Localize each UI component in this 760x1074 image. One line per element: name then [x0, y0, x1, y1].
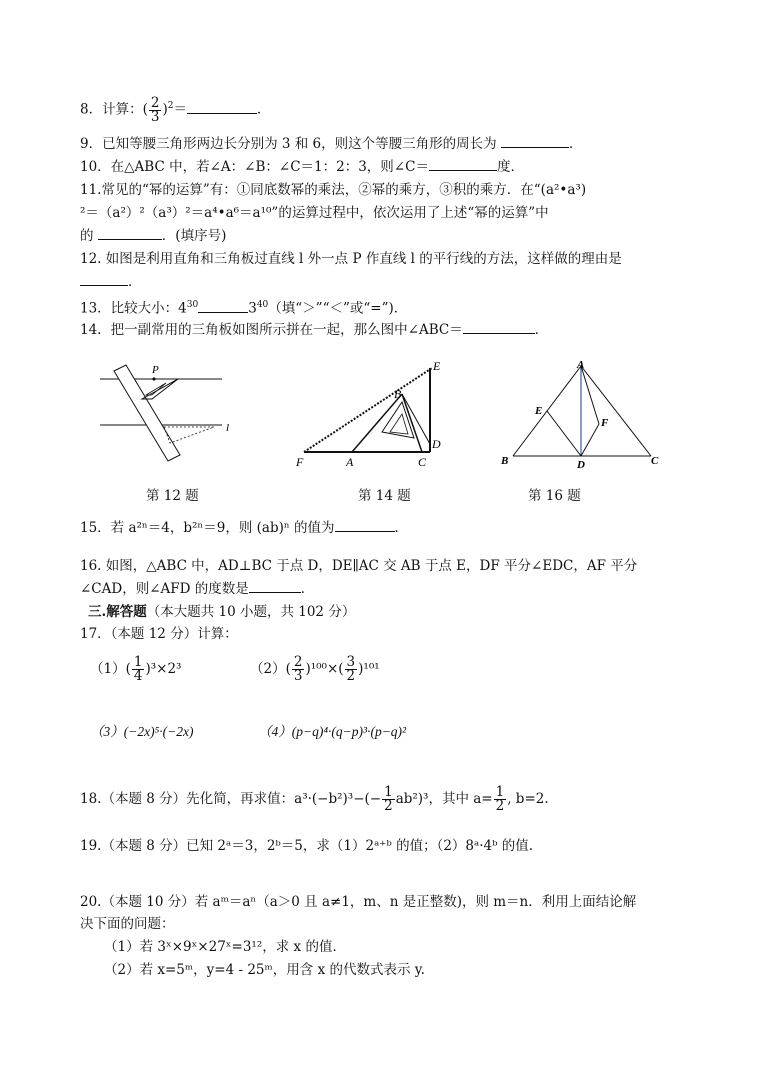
figure-16-diagram [495, 358, 665, 470]
figure-14-label-f: F [296, 455, 304, 469]
question-8: 8．计算：( $\frac{2}{3}$ )$^2$＝ ． [80, 94, 271, 125]
figure-12-diagram [100, 355, 240, 465]
question-15: 15．若 a²ⁿ＝4，b²ⁿ＝9，则 (ab)ⁿ 的值为 ． [80, 520, 408, 536]
question-17-part-3: （3）(−2x)⁵·(−2x) [90, 724, 194, 739]
question-10: 10．在△ABC 中，若∠A：∠B：∠C＝1：2：3，则∠C＝ 度． [80, 159, 524, 175]
figure-16-label-a: A [577, 359, 585, 371]
figure-16-label-d: D [577, 459, 585, 470]
question-11-line2: ²＝（a²）²（a³）²＝a⁴•a⁶＝a¹⁰”的运算过程中，依次运用了上述“幂的运算”中 [80, 205, 549, 221]
question-14: 14．把一副常用的三角板如图所示拼在一起，那么图中∠ABC＝ ． [80, 322, 549, 338]
figure-16-label-c: C [651, 455, 659, 467]
figure-16-label-f: F [601, 417, 609, 429]
answer-blank[interactable] [187, 113, 257, 114]
fraction: $\frac{1}{4}$ [133, 654, 143, 684]
figure-16-label-e: E [535, 405, 543, 417]
fraction: $\frac{3}{2}$ [346, 654, 356, 684]
figure-14-label-a: A [346, 455, 354, 469]
figure-12-label-l: l [226, 422, 230, 434]
fraction: $\frac{1}{2}$ [384, 784, 393, 814]
question-18: 18.（本题 8 分）先化简，再求值：a³·(−b²)³−(− $\frac{1}{2}$ ab²)³，其中 a= $\frac{1}{2}$ , b=2. [80, 784, 549, 814]
question-12-line1: 12. 如图是利用直角和三角板过直线 l 外一点 P 作直线 l 的平行线的方法，这样做的理由是 [80, 251, 622, 267]
figure-14-label-b: B [394, 387, 402, 401]
figure-14-label-c: C [418, 455, 427, 469]
question-20-sub-1: （1）若 3ˣ×9ˣ×27ˣ=3¹²，求 x 的值． [104, 939, 346, 955]
answer-blank[interactable] [249, 592, 301, 593]
figure-14-label-d: D [432, 437, 441, 451]
question-11-line1: 11.常见的“幂的运算”有：①同底数幂的乘法，②幂的乘方，③积的乘方．在“(a²•a³) [80, 182, 587, 198]
question-16-line1: 16. 如图，△ABC 中，AD⊥BC 于点 D，DE∥AC 交 AB 于点 E，DF 平分∠EDC，AF 平分 [80, 558, 638, 574]
answer-blank[interactable] [429, 170, 497, 171]
figure-14-caption: 第 14 题 [358, 488, 411, 504]
answer-blank[interactable] [98, 239, 162, 240]
figure-14-diagram [290, 358, 460, 470]
question-17-part-1: （1）( $\frac{1}{4}$ )³×2³ [90, 654, 182, 684]
figure-14-label-e: E [433, 359, 441, 373]
question-17-heading: 17．（本题 12 分）计算： [80, 626, 238, 642]
answer-blank[interactable] [198, 312, 248, 313]
question-20-line2: 决下面的问题： [80, 916, 175, 932]
section-3-heading: 三.解答题（本大题共 10 小题，共 102 分） [88, 604, 356, 620]
answer-blank[interactable] [335, 531, 395, 532]
answer-blank[interactable] [80, 285, 128, 286]
fraction: $\frac{2}{3}$ [150, 94, 160, 125]
figure-16-label-b: B [501, 455, 509, 467]
figure-12-label-p: P [152, 364, 159, 376]
question-9: 9．已知等腰三角形两边长分别为 3 和 6，则这个等腰三角形的周长为 ． [80, 136, 583, 152]
fraction: $\frac{2}{3}$ [293, 654, 303, 684]
answer-blank[interactable] [463, 333, 535, 334]
fraction: $\frac{1}{2}$ [495, 784, 505, 814]
figure-16-caption: 第 16 题 [528, 488, 581, 504]
question-16-line2: ∠CAD，则∠AFD 的度数是 ． [80, 581, 315, 597]
question-11-line3: 的 ．(填序号) [80, 228, 227, 244]
question-19: 19.（本题 8 分）已知 2ᵃ＝3，2ᵇ＝5，求（1）2ᵃ⁺ᵇ 的值；（2）8ᵃ·4ᵇ 的值. [80, 838, 534, 854]
figure-12-caption: 第 12 题 [146, 488, 199, 504]
question-17-part-2: （2）( $\frac{2}{3}$ )¹⁰⁰×( $\frac{3}{2}$ )¹⁰¹ [250, 654, 380, 684]
question-20-line1: 20.（本题 10 分）若 aᵐ＝aⁿ（a＞0 且 a≠1，m、n 是正整数)，则 m＝n．利用上面结论解 [80, 894, 637, 910]
question-17-part-4: （4）(p−q)⁴·(q−p)³·(p−q)² [258, 724, 407, 739]
answer-blank[interactable] [501, 147, 569, 148]
question-13: 13．比较大小：$4^{30}$ $3^{40}$（填“＞”“＜”或“=”)． [80, 300, 408, 317]
question-12-line2: ． [80, 272, 680, 292]
question-20-sub-2: （2）若 x=5ᵐ，y=4 - 25ᵐ，用含 x 的代数式表示 y. [104, 962, 425, 978]
